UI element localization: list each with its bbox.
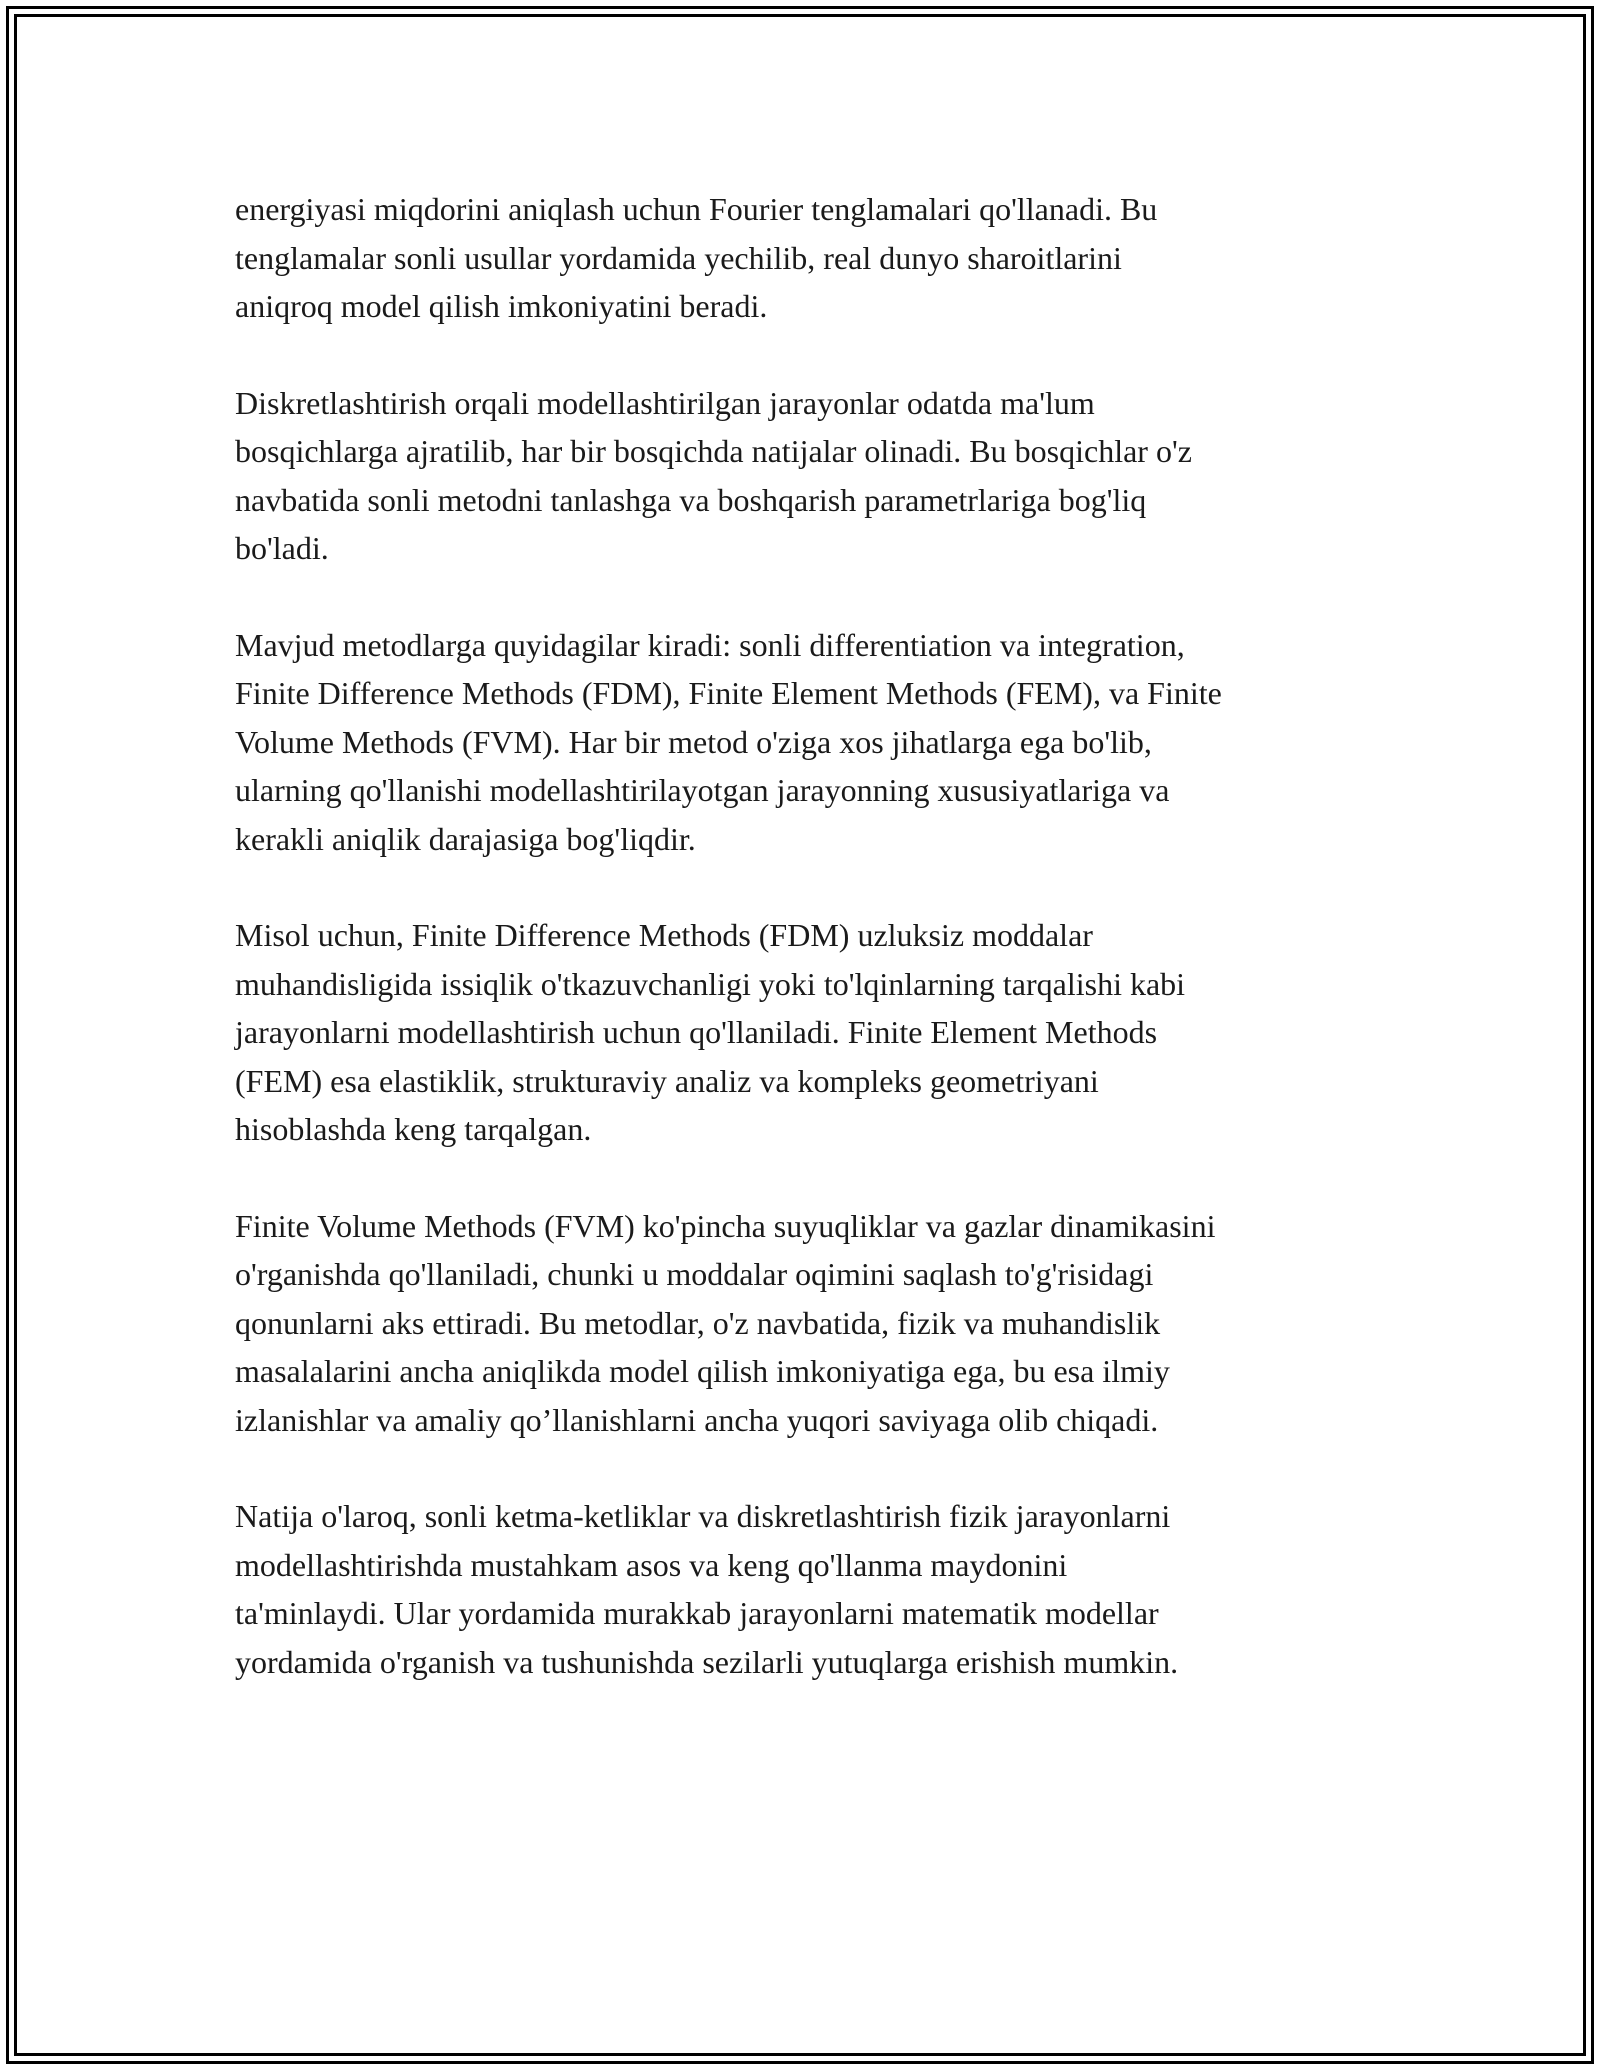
- paragraph: energiyasi miqdorini aniqlash uchun Fourier tenglamalari qo'llanadi. Bu tenglamalar sonli usullar yordamida yechilib, real dunyo sharoitlarini aniqroq model qilish imkoniyatini beradi.: [235, 191, 1158, 324]
- paragraph: Finite Volume Methods (FVM) ko'pincha suyuqliklar va gazlar dinamikasini o'rganishda qo'llaniladi, chunki u moddalar oqimini saqlash to'g'risidagi qonunlarni aks ettiradi. Bu metodlar, o'z navbatida, fizik va muhandislik masalalarini ancha aniqlikda model qilish imkoniyatiga ega, bu esa ilmiy izlanishlar va amaliy qo’llanishlarni ancha yuqori saviyaga olib chiqadi.: [235, 1207, 1216, 1438]
- document-body: [235, 185, 1375, 1734]
- paragraph: Misol uchun, Finite Difference Methods (FDM) uzluksiz moddalar muhandisligida issiqlik o'tkazuvchanligi yoki to'lqinlarning tarqalishi kabi jarayonlarni modellashtirish uchun qo'llaniladi. Finite Element Methods (FEM) esa elastiklik, strukturaviy analiz va kompleks geometriyani hisoblashda keng tarqalgan.: [235, 917, 1186, 1147]
- paragraph: Natija o'laroq, sonli ketma-ketliklar va diskretlashtirish fizik jarayonlarni modellashtirishda mustahkam asos va keng qo'llanma maydonini ta'minlaydi. Ular yordamida murakkab jarayonlarni matematik modellar yordamida o'rganish va tushunishda sezilarli yutuqlarga erishish mumkin.: [235, 1498, 1179, 1680]
- paragraph: Diskretlashtirish orqali modellashtirilgan jarayonlar odatda ma'lum bosqichlarga ajratilib, har bir bosqichda natijalar olinadi. Bu bosqichlar o'z navbatida sonli metodni tanlashga va boshqarish parametrlariga bog'liq bo'ladi.: [235, 384, 1192, 566]
- paragraph: Mavjud metodlarga quyidagilar kiradi: sonli differentiation va integration, Finite Difference Methods (FDM), Finite Element Methods (FEM), va Finite Volume Methods (FVM). Har bir metod o'ziga xos jihatlarga ega bo'lib, ularning qo'llanishi modellashtirilayotgan jarayonning xususiyatlariga va kerakli aniqlik darajasiga bog'liqdir.: [235, 626, 1222, 857]
